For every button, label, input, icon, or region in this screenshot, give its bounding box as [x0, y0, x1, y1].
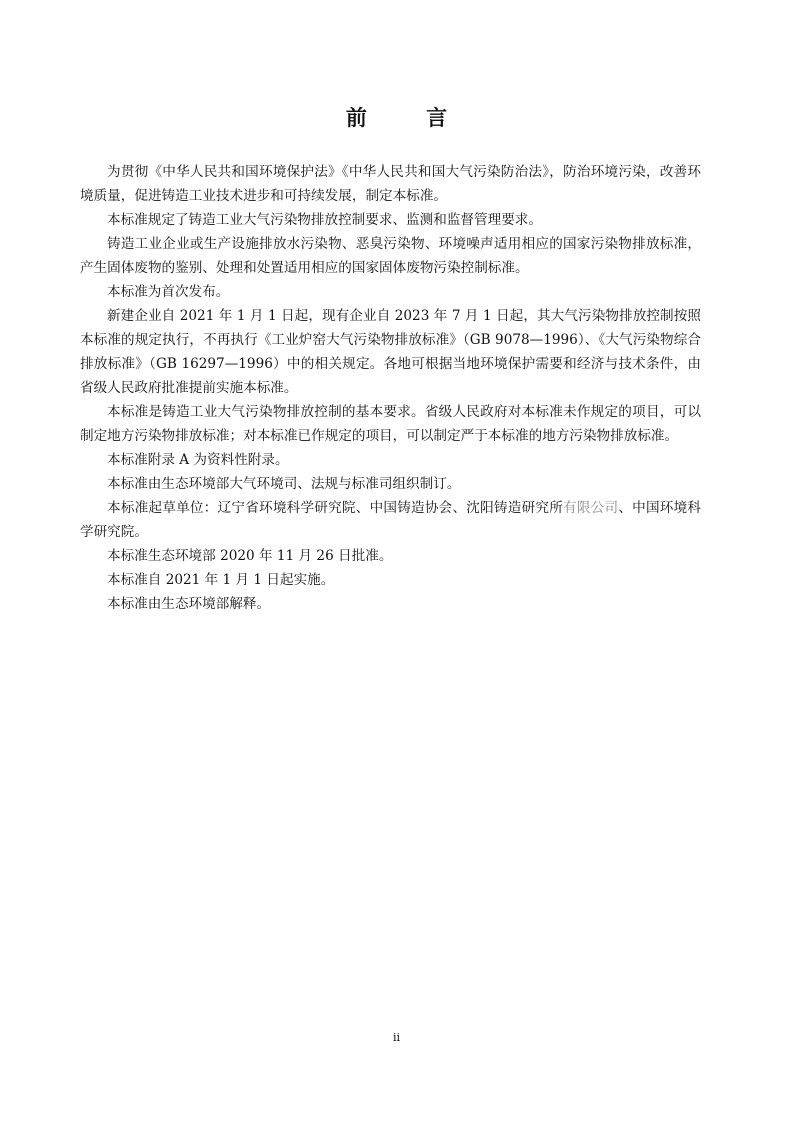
- drafting-units-gray-text: 有限公司: [563, 500, 619, 516]
- paragraph-interpretation: 本标准由生态环境部解释。: [107, 596, 271, 612]
- page-number: ii: [392, 1031, 401, 1044]
- paragraph-scope: 本标准规定了铸造工业大气污染物排放控制要求、监测和监督管理要求。: [107, 212, 542, 228]
- paragraph-drafting-units: [80, 496, 701, 544]
- paragraph-basic-requirements: 本标准是铸造工业大气污染物排放控制的基本要求。省级人民政府对本标准未作规定的项目，可以制定地方污染物排放标准；对本标准已作规定的项目，可以制定严于本标准的地方污染物排放标准。: [80, 404, 701, 444]
- paragraph-approval: 本标准生态环境部 2020 年 11 月 26 日批准。: [107, 548, 393, 564]
- paragraph-appendix: 本标准附录 A 为资料性附录。: [107, 452, 289, 468]
- paragraph-organizers: 本标准由生态环境部大气环境司、法规与标准司组织制订。: [107, 476, 461, 492]
- drafting-units-text: 本标准起草单位：辽宁省环境科学研究院、中国铸造协会、沈阳铸造研究所: [107, 500, 564, 516]
- paragraph-implementation: 本标准自 2021 年 1 月 1 日起实施。: [107, 572, 335, 588]
- page-title: 前 言: [345, 106, 474, 130]
- paragraph-effective-dates: 新建企业自 2021 年 1 月 1 日起，现有企业自 2023 年 7 月 1 日起，其大气污染物排放控制按照本标准的规定执行，不再执行《工业炉窑大气污染物排放标准》（GB 9078—1996）、《大气污染物综合排放标准》（GB 16297—1996）中的相关规定。各地可根据当地环境保护需要和经济与技术条件，由省级人民政府批准提前实施本标准。: [80, 308, 701, 396]
- foreword-body: [80, 160, 701, 616]
- paragraph-first-release: 本标准为首次发布。: [107, 284, 230, 300]
- paragraph-other-pollutants: 铸造工业企业或生产设施排放水污染物、恶臭污染物、环境噪声适用相应的国家污染物排放标准，产生固体废物的鉴别、处理和处置适用相应的国家固体废物污染控制标准。: [80, 236, 701, 276]
- drafting-units-text-end: 、中国环境科学研究院。: [80, 500, 702, 540]
- paragraph-purpose: 为贯彻《中华人民共和国环境保护法》《中华人民共和国大气污染防治法》，防治环境污染，改善环境质量，促进铸造工业技术进步和可持续发展，制定本标准。: [80, 164, 701, 204]
